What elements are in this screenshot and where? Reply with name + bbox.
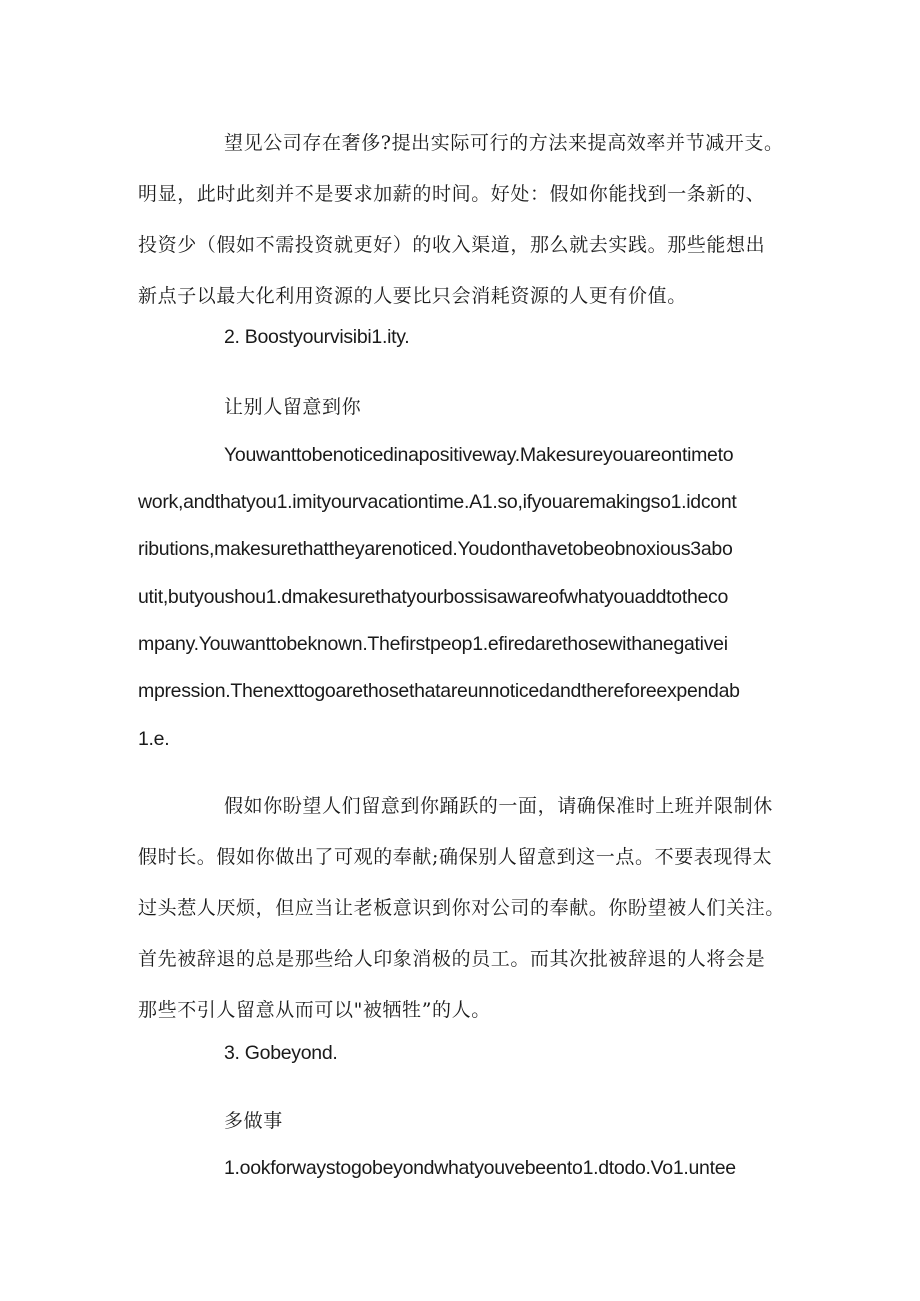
english-paragraph-line-6: mpression.Thenexttogoarethosethatareunnoticedandthereforeexpendab — [138, 680, 740, 702]
paragraph-2-line-3: 过头惹人厌烦，但应当让老板意识到你对公司的奉献。你盼望被人们关注。 — [138, 897, 785, 919]
paragraph-2-line-1: 假如你盼望人们留意到你踊跃的一面，请确保准时上班并限制休 — [224, 795, 773, 817]
section-subtitle-2: 让别人留意到你 — [224, 396, 362, 418]
paragraph-2-line-2: 假时长。假如你做出了可观的奉献;确保别人留意到这一点。不要表现得太 — [138, 846, 773, 868]
english-paragraph-line-1: Youwanttobenoticedinapositiveway.Makesureyouareontimeto — [224, 444, 734, 466]
paragraph-1-line-1: 望见公司存在奢侈?提出实际可行的方法来提高效率并节减开支。 — [224, 132, 784, 154]
english-paragraph-3-line-1: 1.ookforwaystogobeyondwhatyouvebeento1.dtodo.Vo1.untee — [224, 1157, 736, 1179]
english-paragraph-line-2: work,andthatyou1.imityourvacationtime.A1.so,ifyouaremakingso1.idcont — [138, 491, 737, 513]
english-paragraph-line-3: ributions,makesurethattheyarenoticed.Youdonthavetobeobnoxious3abo — [138, 538, 733, 560]
paragraph-2-line-4: 首先被辞退的总是那些给人印象消极的员工。而其次批被辞退的人将会是 — [138, 948, 766, 970]
paragraph-1-line-3: 投资少（假如不需投资就更好）的收入渠道，那么就去实践。那些能想出 — [138, 234, 766, 256]
section-heading-3: 3. Gobeyond. — [224, 1042, 338, 1064]
paragraph-1-line-4: 新点子以最大化利用资源的人要比只会消耗资源的人更有价值。 — [138, 285, 687, 307]
section-heading-2: 2. Boostyourvisibi1.ity. — [224, 326, 410, 348]
english-paragraph-line-5: mpany.Youwanttobeknown.Thefirstpeop1.efiredarethosewithanegativei — [138, 633, 728, 655]
section-subtitle-3: 多做事 — [224, 1110, 283, 1132]
english-paragraph-line-7: 1.e. — [138, 728, 170, 750]
paragraph-2-line-5: 那些不引人留意从而可以"被牺牲”的人。 — [138, 999, 491, 1021]
paragraph-1-line-2: 明显，此时此刻并不是要求加薪的时间。好处：假如你能找到一条新的、 — [138, 183, 766, 205]
english-paragraph-line-4: utit,butyoushou1.dmakesurethatyourbossisawareofwhatyouaddtotheco — [138, 586, 729, 608]
